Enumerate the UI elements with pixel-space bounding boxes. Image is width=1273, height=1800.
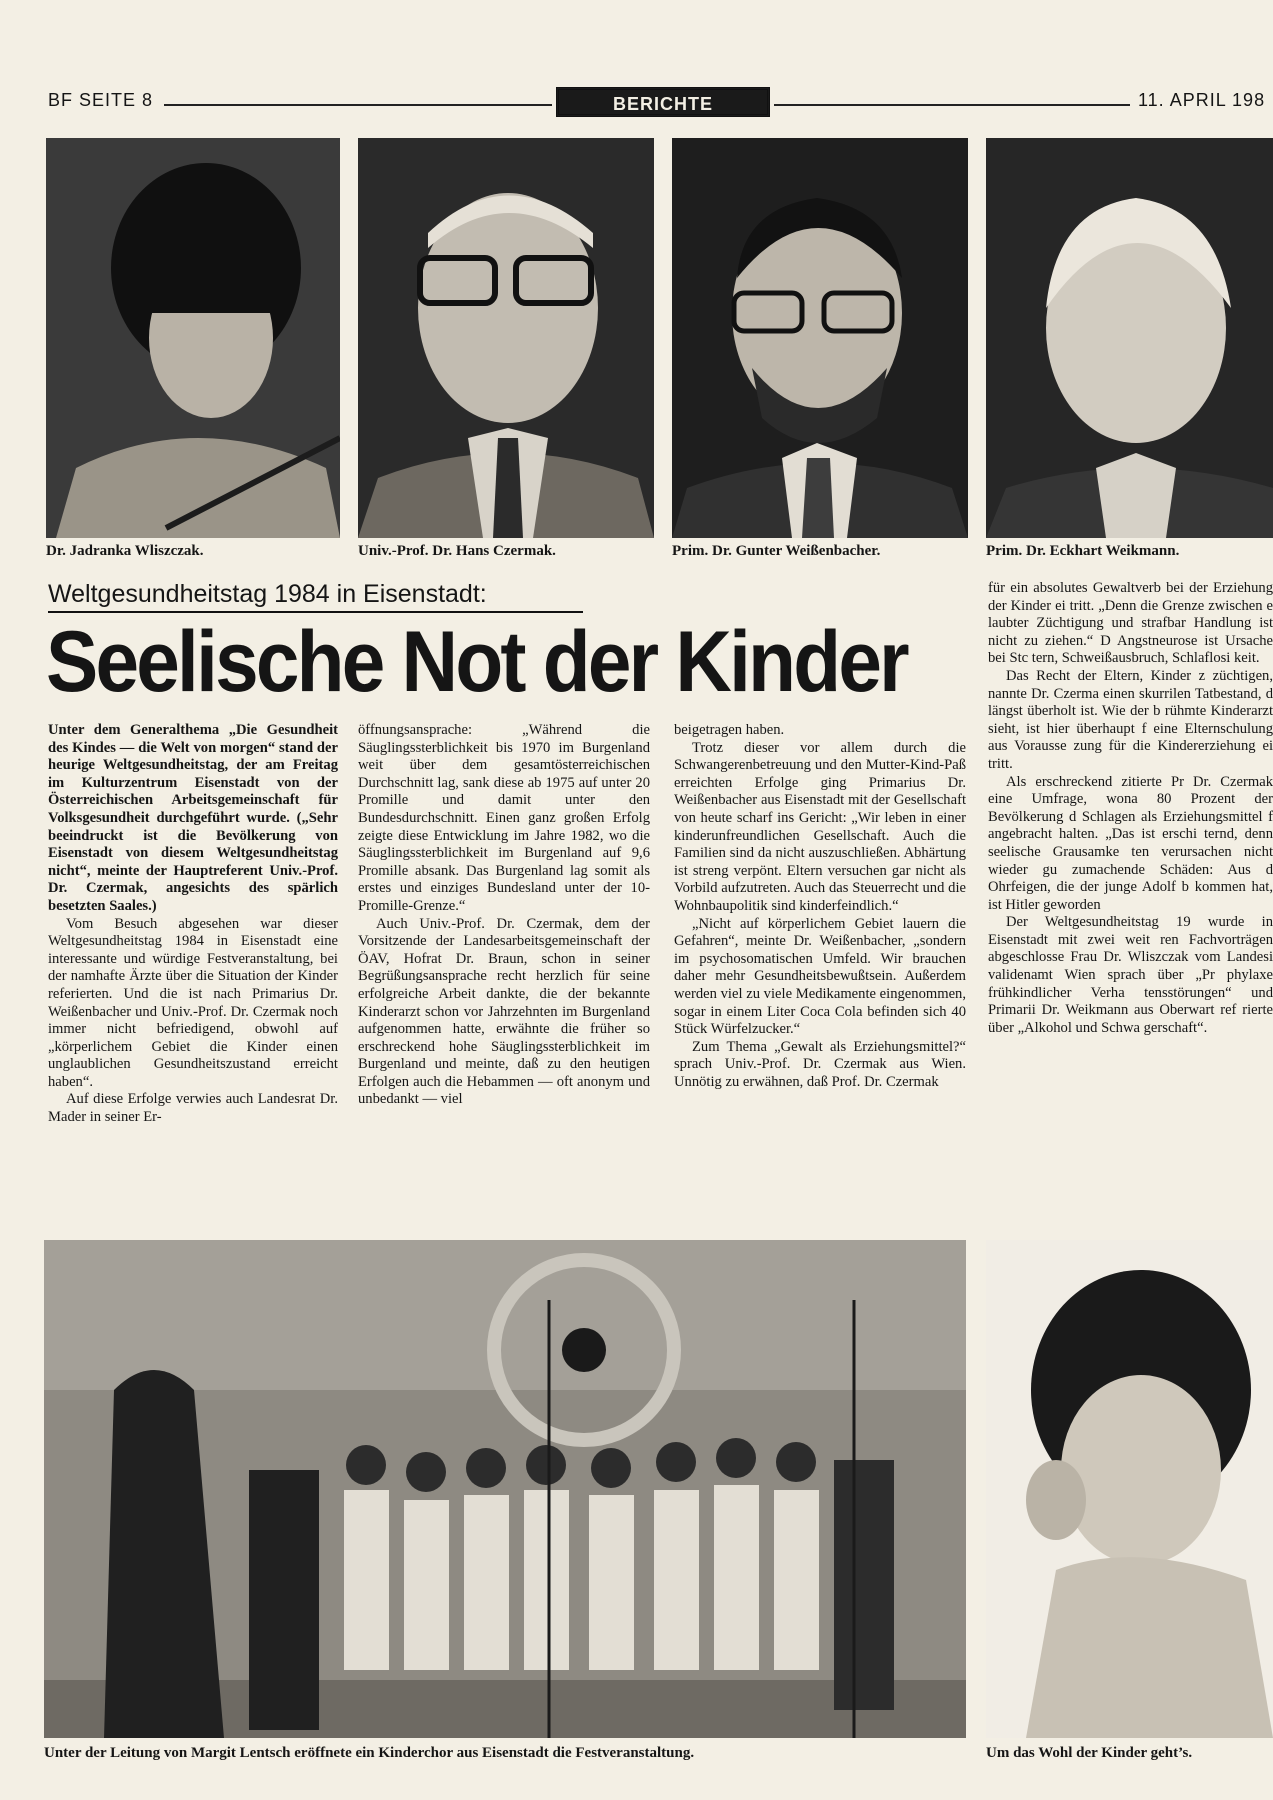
portrait-photo-weissenbacher xyxy=(672,138,968,538)
article-column-2 xyxy=(358,722,650,1250)
paragraph: Trotz dieser vor allem durch die Schwangerenbetreuung und den Mutter-Kind-Paß erreichten Erfolge ging Primarius Dr. Weißenbacher aus Eisenstadt mit der Gesellschaft von heute scharf ins Gericht: „Wir leben in einer kinderunfreundlichen Gesellschaft. Auch die Familien sind da nicht auszuschließen. Abhärtung ist streng verpönt. Eltern versuchen gar nicht als Vorbild aufzutreten. Auch das Steuerrecht und die Wohnbaupolitik sind kinderfeindlich.“ xyxy=(674,739,966,914)
paragraph: für ein absolutes Gewaltverb bei der Erziehung der Kinder ei tritt. „Denn die Grenze zwischen e laubter Züchtigung und strafbar Handlung ist nicht zu ziehen.“ D Angstneurose ist Ursache bei Stc tern, Schweißausbruch, Schlaflosi keit. xyxy=(988,580,1273,667)
portrait-caption-wliszczak: Dr. Jadranka Wliszczak. xyxy=(46,543,204,559)
issue-date: 11. APRIL 198 xyxy=(1138,90,1266,110)
paragraph: Als erschreckend zitierte Pr Dr. Czermak eine Umfrage, wona 80 Prozent der Bevölkerung d Schlagen als Erziehungsmittel f angebracht halten. „Das ist erschi ternd, denn seelische Grausamke ten verursachen nicht wieder gu zumachende Schäden: Aus d Ohrfeigen, die der junge Adolf b kommen hat, ist Hitler geworden xyxy=(988,773,1273,913)
paragraph: Zum Thema „Gewalt als Erziehungsmittel?“ sprach Univ.-Prof. Dr. Czermak aus Wien. Unnötig zu erwähnen, daß Prof. Dr. Czermak xyxy=(674,1038,966,1090)
portrait-photo-czermak xyxy=(358,138,654,538)
portrait-photo-weikmann xyxy=(986,138,1273,538)
choir-photo-caption: Unter der Leitung von Margit Lentsch eröffnete ein Kinderchor aus Eisenstadt die Festveranstaltung. xyxy=(44,1745,695,1761)
page-label: BF SEITE 8 xyxy=(48,90,154,110)
paragraph: öffnungsansprache: „Während die Säuglingssterblichkeit bis 1970 im Burgenland weit über dem gesamtösterreichischen Durchschnitt lag, sank diese ab 1975 auf unter 20 Promille und damit unter den Bundesdurchschnitt. Einen ganz großen Erfolg zeigte diese Entwicklung im Jahre 1982, wo die Säuglingssterblichkeit im Burgenland auf 9,6 Promille absank. Das Burgenland lag somit als erstes und einziges Bundesland unter der 10-Promille-Grenze.“ xyxy=(358,722,650,914)
section-rubric: BERICHTE xyxy=(556,87,770,117)
article-column-4 xyxy=(988,580,1273,1250)
paragraph: Vom Besuch abgesehen war dieser Weltgesundheitstag 1984 in Eisenstadt eine interessante und würdige Festveranstaltung, bei der namhafte Ärzte über die Situation der Kinder referierten. Und die ist nach Primarius Dr. Weißenbacher und Univ.-Prof. Dr. Czermak noch immer nicht befriedigend, obwohl auf „körperlichem Gebiet die Kinder einen unglaublichen Gesundheitszustand erreicht haben“. xyxy=(48,915,338,1090)
article-kicker: Weltgesundheitstag 1984 in Eisenstadt: xyxy=(48,580,583,613)
article-column-3 xyxy=(674,722,966,1250)
paragraph: Das Recht der Eltern, Kinder z züchtigen, nannte Dr. Czerma einen skurrilen Tatbestand, d längst überholt ist. Wie der b rühmte Kinderarzt sieht, ist hier überhaupt f eine Elternschulung aus Vorausse zung für die Kindererziehung ei tritt. xyxy=(988,667,1273,772)
child-photo-caption: Um das Wohl der Kinder geht’s. xyxy=(986,1745,1193,1761)
article-headline: Seelische Not der Kinder xyxy=(46,614,907,710)
paragraph: „Nicht auf körperlichem Gebiet lauern die Gefahren“, meinte Dr. Weißenbacher, „sondern im psychosomatischen Umfeld. Wir brauchen daher mehr Gesundheitsbewußtsein. Außerdem werden viel zu viele Medikamente eingenommen, sogar in einem Liter Coca Cola befinden sich 40 Stück Würfelzucker.“ xyxy=(674,915,966,1038)
portrait-caption-weissenbacher: Prim. Dr. Gunter Weißenbacher. xyxy=(672,543,881,559)
paragraph: Auf diese Erfolge verwies auch Landesrat Dr. Mader in seiner Er- xyxy=(48,1091,338,1126)
article-column-1 xyxy=(48,722,338,1250)
paragraph: Der Weltgesundheitstag 19 wurde in Eisenstadt mit zwei weit ren Fachvorträgen abgeschlosse Frau Dr. Wliszczak vom Landesi validenamt Wien sprach über „Pr phylaxe frühkindlicher Verha tensstörungen“ und Primarii Dr. Weikmann aus Oberwart ref rierte über „Alkohol und Schwa gerschaft“. xyxy=(988,914,1273,1036)
header-rule-right xyxy=(774,104,1130,106)
paragraph: beigetragen haben. xyxy=(674,722,785,738)
header-rule-left xyxy=(164,104,552,106)
portrait-caption-weikmann: Prim. Dr. Eckhart Weikmann. xyxy=(986,543,1180,559)
portrait-caption-czermak: Univ.-Prof. Dr. Hans Czermak. xyxy=(358,543,556,559)
paragraph: Auch Univ.-Prof. Dr. Czermak, dem der Vorsitzende der Landesarbeitsgemeinschaft der ÖAV, Hofrat Dr. Braun, schon in seiner Begrüßungsansprache recht herzlich für seine erfolgreiche Arbeit dankte, die der bekannte Kinderarzt schon vor Jahrzehnten im Burgenland aufgenommen hatte, erwähnte die früher so erschreckend hohe Säuglingssterblichkeit im Burgenland und meinte, daß zu den heutigen Erfolgen auch die Hebammen — oft anonym und unbedankt — viel xyxy=(358,915,650,1108)
portrait-photo-wliszczak xyxy=(46,138,340,538)
child-photo xyxy=(986,1240,1273,1738)
choir-photo xyxy=(44,1240,966,1738)
paragraph: Unter dem Generalthema „Die Gesundheit des Kindes — die Welt von morgen“ stand der heurige Weltgesundheitstag, der am Freitag im Kulturzentrum Eisenstadt von der Österreichischen Arbeitsgemeinschaft für Volksgesundheit durchgeführt wurde. („Sehr beeindruckt ist die Bevölkerung von Eisenstadt von diesem Weltgesundheitstag nicht“, meinte der Hauptreferent Univ.-Prof. Dr. Czermak, angesichts des spärlich besetzten Saales.) xyxy=(48,722,338,914)
